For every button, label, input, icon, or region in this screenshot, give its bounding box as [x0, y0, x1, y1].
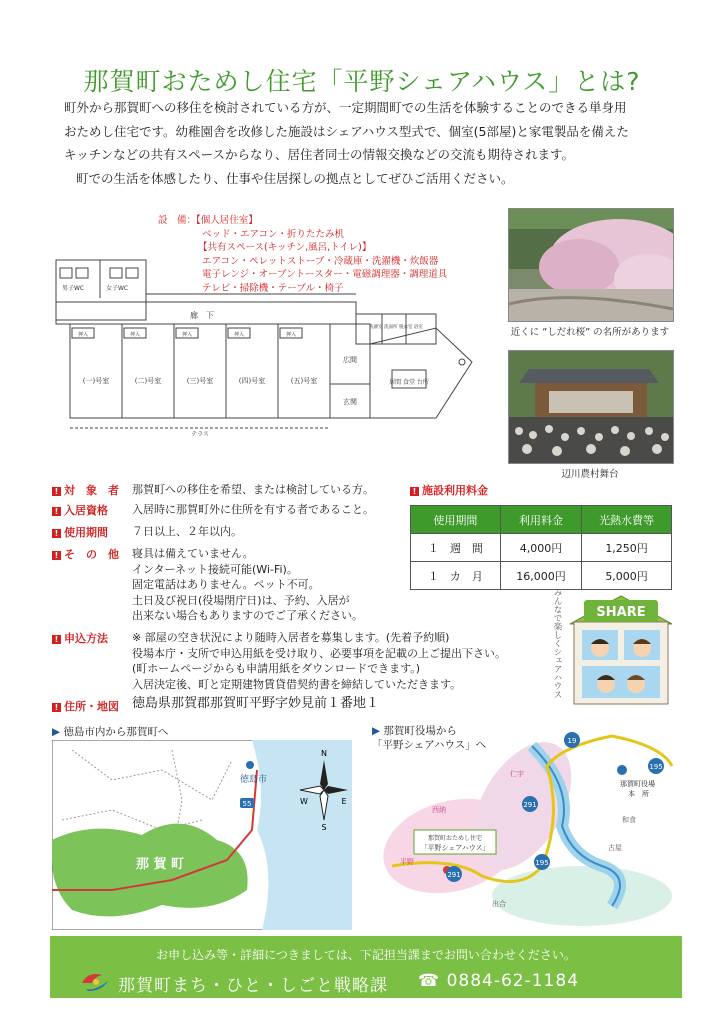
equipment-line: エアコン・ペレットストーブ・冷蔵庫・洗濯機・炊飯器 — [202, 255, 439, 267]
table-cell: 5,000円 — [582, 562, 672, 590]
place-label: 仁宇 — [510, 770, 524, 778]
rural-stage-image — [509, 351, 673, 463]
route-badge: 195 — [649, 763, 663, 771]
route-badge: 195 — [535, 859, 549, 867]
cherry-blossom-photo — [508, 208, 674, 322]
info-label-text: 使用期間 — [64, 526, 108, 539]
exclaim-icon: ! — [52, 507, 61, 516]
triangle-icon: ▶ — [372, 725, 381, 737]
cherry-blossom-image — [509, 209, 673, 321]
equipment-line: 電子レンジ・オーブントースター・電磁調理器・調理道具 — [202, 269, 448, 281]
route-badge: 55 — [242, 800, 252, 808]
exclaim-icon: ! — [52, 487, 61, 496]
compass-e: E — [341, 797, 347, 806]
column-header: 使用期間 — [411, 506, 501, 534]
equipment-line: 【個人居住室】 — [196, 215, 258, 226]
info-value: ７日以上、２年以内。 — [132, 525, 242, 538]
office-label: 本 所 — [628, 790, 649, 798]
route-badge: 291 — [523, 801, 537, 809]
compass-s: S — [321, 823, 327, 832]
wc-male-label: 男子WC — [62, 285, 85, 292]
info-value: 固定電話はありません。ペット不可。 — [132, 578, 320, 591]
intro-line: 町外から那賀町への移住を検討されている方が、一定期間町での生活を体験することのできる単身用 — [64, 100, 627, 115]
city-label: 徳島市 — [240, 775, 268, 785]
intro-line: おためし住宅です。幼稚園舎を改修した施設はシェアハウス型式で、個室(5部屋)と家電製品を備えた — [64, 123, 629, 139]
exclaim-icon: ! — [410, 487, 419, 496]
equipment-line: ベッド・エアコン・折りたたみ机 — [202, 228, 345, 240]
equipment-label: 設 備： — [158, 215, 197, 226]
table-row — [411, 562, 672, 590]
equipment-line: 【共有スペース(キッチン,風呂,トイレ)】 — [198, 242, 372, 254]
info-other — [52, 546, 412, 626]
table-cell: １ 週 間 — [411, 534, 501, 562]
info-label-text: 入居資格 — [64, 504, 108, 517]
office-label: 那賀町役場 — [620, 780, 655, 788]
wc-female-label: 女子WC — [106, 285, 129, 292]
hall-label: 広間 — [343, 356, 357, 364]
info-value: インターネット接続可能(Wi-Fi)。 — [132, 562, 298, 576]
share-tagline: みんなで楽しくシェアハウス — [552, 588, 562, 699]
map-office-to-sharehouse — [372, 726, 684, 930]
table-cell: １ カ 月 — [411, 562, 501, 590]
info-value: 那賀町への移住を希望、または検討している方。 — [132, 483, 374, 496]
map2-heading-text: 那賀町役場から — [383, 725, 457, 737]
route-badge: 19 — [567, 737, 577, 745]
entrance-label: 玄関 — [343, 398, 357, 406]
photo-caption: 辺川農村舞台 — [561, 469, 619, 480]
table-cell: 1,250円 — [582, 534, 672, 562]
place-label: 西納 — [432, 806, 446, 814]
fees-label-text: 施設利用料金 — [422, 484, 488, 497]
exclaim-icon: ! — [52, 703, 61, 712]
terrace-label: テラス — [191, 431, 209, 438]
compass-w: W — [300, 797, 308, 806]
info-value: 入居時に那賀町外に住所を有する者であること。 — [132, 503, 374, 516]
room-label: (五)号室 — [290, 377, 318, 385]
info-label — [52, 698, 119, 714]
house-label: 「平野シェアハウス」 — [420, 844, 490, 852]
exclaim-icon: ! — [52, 635, 61, 644]
footer-notice: お申し込み等・詳細につきましては、下記担当課までお問い合わせください。 — [156, 948, 576, 962]
table-header-row — [411, 506, 672, 534]
info-period — [52, 524, 412, 544]
table-cell: 16,000円 — [500, 562, 581, 590]
town-logo-icon — [80, 969, 110, 993]
info-label — [52, 524, 108, 540]
department-name: 那賀町まち・ひと・しごと戦略課 — [118, 976, 388, 996]
table-cell: 4,000円 — [500, 534, 581, 562]
info-value: 入居決定後、町と定期建物賃貸借契約書を締結していただきます。 — [132, 677, 462, 691]
share-house-illustration — [566, 594, 676, 706]
address-value: 徳島県那賀郡那賀町平野字妙見前１番地１ — [132, 696, 380, 711]
page-title: 那賀町おためし住宅「平野シェアハウス」とは? — [83, 67, 641, 96]
share-sign: SHARE — [596, 605, 646, 620]
town-label: 那 賀 町 — [136, 857, 185, 872]
map-tokushima-to-naka — [52, 740, 352, 930]
info-label — [52, 630, 108, 646]
info-value: 出来ない場合もありますのでご了承ください。 — [132, 609, 363, 622]
storage-label: 押入 — [233, 332, 245, 338]
corridor-label: 廊 下 — [190, 311, 214, 320]
info-label-text: 住所・地図 — [64, 700, 119, 713]
info-address — [52, 698, 532, 718]
place-label: 古屋 — [608, 844, 622, 852]
map2-heading-line2: 「平野シェアハウス」へ — [372, 739, 487, 751]
storage-label: 押入 — [285, 332, 297, 338]
info-value: 役場本庁・支所で申込用紙を受け取り、必要事項を記載の上ご提出下さい。 — [132, 646, 506, 660]
place-label: 和食 — [622, 816, 636, 824]
floor-plan — [52, 255, 492, 438]
info-label — [52, 546, 119, 562]
place-label: 出合 — [492, 900, 506, 908]
storage-label: 押入 — [77, 332, 89, 338]
info-application — [52, 630, 532, 694]
info-value: 土日及び祝日(役場閉庁日)は、予約、入居が — [132, 593, 350, 607]
info-label-text: 申込方法 — [64, 632, 108, 645]
house-label: 那賀町おためし住宅 — [427, 835, 483, 842]
place-label: 平野 — [400, 858, 414, 866]
info-label — [52, 502, 108, 518]
room-label: (一)号室 — [82, 377, 110, 385]
table-row — [411, 534, 672, 562]
room-label: (三)号室 — [186, 377, 214, 385]
footer-banner — [50, 936, 682, 998]
info-eligibility — [52, 502, 412, 522]
room-label: (四)号室 — [238, 377, 266, 385]
info-label — [52, 482, 119, 498]
photo-caption: 近くに “しだれ桜” の名所があります — [510, 327, 670, 338]
phone-number[interactable]: ☎ 0884-62-1184 — [418, 971, 580, 991]
info-label-text: そ の 他 — [64, 548, 119, 561]
info-value: 寝具は備えていません。 — [132, 547, 254, 560]
intro-line: キッチンなどの共有スペースからなり、居住者同士の情報交換などの交流も期待されます。 — [64, 147, 575, 162]
exclaim-icon: ! — [52, 529, 61, 538]
triangle-icon: ▶ — [52, 726, 61, 738]
column-header: 利用料金 — [500, 506, 581, 534]
living-label: 居間 食堂 台所 — [389, 379, 429, 386]
wash-label: 洗濯室 洗面所 脱衣室 浴室 — [369, 325, 423, 330]
map1-heading — [52, 724, 168, 739]
route-badge: 291 — [447, 871, 461, 879]
compass-n: N — [321, 749, 327, 758]
intro-text — [64, 96, 684, 190]
room-label: (二)号室 — [134, 377, 162, 385]
map1-heading-text: 徳島市内から那賀町へ — [63, 726, 169, 738]
column-header: 光熱水費等 — [582, 506, 672, 534]
info-value: ※ 部屋の空き状況により随時入居者を募集します。(先着予約順) — [132, 631, 450, 644]
equipment-line: テレビ・掃除機・テーブル・椅子 — [202, 282, 344, 294]
rural-stage-photo — [508, 350, 674, 464]
exclaim-icon: ! — [52, 551, 61, 560]
info-target — [52, 482, 412, 502]
storage-label: 押入 — [129, 332, 141, 338]
intro-line: 町での生活を体感したり、仕事や住居探しの拠点としてぜひご活用ください。 — [76, 170, 514, 186]
storage-label: 押入 — [181, 332, 193, 338]
info-label-text: 対 象 者 — [64, 484, 119, 497]
fees-table — [410, 505, 672, 590]
fees-label — [410, 482, 488, 498]
info-value: (町ホームページからも申請用紙をダウンロードできます。) — [132, 662, 420, 675]
